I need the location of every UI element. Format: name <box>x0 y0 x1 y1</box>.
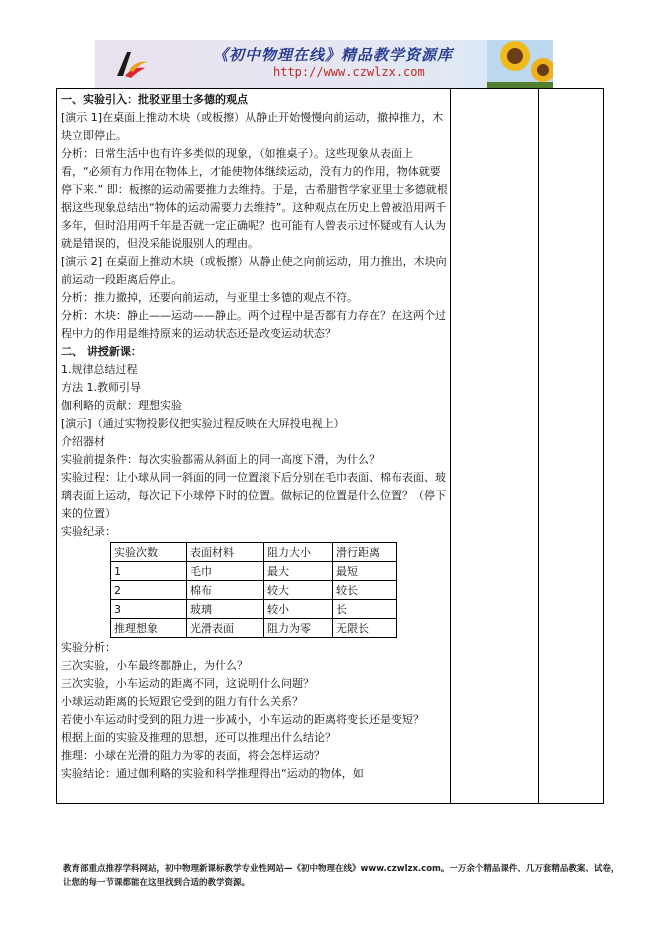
table-cell: 3 <box>111 600 187 619</box>
sunflower-image <box>487 40 553 88</box>
text-line: 实验分析： <box>61 641 116 654</box>
table-cell: 玻璃 <box>187 600 264 619</box>
text-line: 伽利略的贡献：理想实验 <box>61 399 182 412</box>
table-cell: 较大 <box>264 581 333 600</box>
table-row <box>111 562 397 581</box>
table-cell: 最短 <box>333 562 397 581</box>
demo-line: [演示]（通过实物投影仪把实验过程反映在大屏投电视上） <box>61 417 345 430</box>
question-line: 根据上面的实验及推理的思想，还可以推理出什么结论？ <box>61 731 336 744</box>
table-cell: 长 <box>333 600 397 619</box>
table-header-row <box>111 543 397 562</box>
section-heading: 二、 讲授新课： <box>61 345 142 358</box>
question-line: 若使小车运动时受到的阻力进一步减小，小车运动的距离将变长还是变短？ <box>61 713 424 726</box>
demo-1: [演示 1]在桌面上推动木块（或板擦）从静止开始慢慢向前运动，撤掉推力，木块立即停止。 <box>61 111 444 142</box>
table-cell: 最大 <box>264 562 333 581</box>
column-divider <box>538 89 539 803</box>
header-banner <box>95 40 553 88</box>
table-cell: 毛巾 <box>187 562 264 581</box>
subheading: 1.规律总结过程 <box>61 363 138 376</box>
table-header: 表面材料 <box>187 543 264 562</box>
banner-title: 《初中物理在线》精品教学资源库 <box>213 46 454 64</box>
page-footer: 教育部重点推荐学科网站，初中物理新课标教学专业性网站—《初中物理在线》www.czwlzx.com。一万余个精品课件、几万套精品教案、试卷，让您的每一节课都能在这里找到合适的教学资源。 <box>63 864 620 888</box>
table-cell: 2 <box>111 581 187 600</box>
table-cell: 1 <box>111 562 187 581</box>
question-line: 三次实验，小车最终都静止，为什么？ <box>61 659 248 672</box>
analysis-paragraph: 分析：木块：静止——运动——静止。两个过程中是否都有力存在？在这两个过程中力的作用是维持原来的运动状态还是改变运动状态？ <box>61 309 446 340</box>
text-line: 方法 1.教师引导 <box>61 381 141 394</box>
section-heading: 一、实验引入：批驳亚里士多德的观点 <box>61 93 248 106</box>
table-header: 阻力大小 <box>264 543 333 562</box>
question-line: 小球运动距离的长短跟它受到的阻力有什么关系？ <box>61 695 303 708</box>
table-cell: 较小 <box>264 600 333 619</box>
conclusion-line: 实验结论：通过伽利略的实验和科学推理得出“运动的物体，如 <box>61 767 364 780</box>
table-header: 滑行距离 <box>333 543 397 562</box>
question-line: 三次实验，小车运动的距离不同，这说明什么问题？ <box>61 677 314 690</box>
text-line: 实验纪录： <box>61 525 116 538</box>
table-cell: 棉布 <box>187 581 264 600</box>
text-line: 实验过程：让小球从同一斜面的同一位置滚下后分别在毛巾表面、棉布表面、玻璃表面上运动，每次记下小球停下时的位置。做标记的位置是什么位置？（停下来的位置） <box>61 471 446 520</box>
analysis-paragraph: 分析：推力撤掉，还要向前运动，与亚里士多德的观点不符。 <box>61 291 358 304</box>
table-row <box>111 619 397 638</box>
question-line: 推理：小球在光滑的阻力为零的表面，将会怎样运动？ <box>61 749 325 762</box>
record-table <box>110 542 397 638</box>
banner-url[interactable]: http://www.czwlzx.com <box>273 65 425 79</box>
table-cell: 光滑表面 <box>187 619 264 638</box>
table-cell: 较长 <box>333 581 397 600</box>
text-line: 介绍器材 <box>61 435 105 448</box>
table-cell: 阻力为零 <box>264 619 333 638</box>
site-logo <box>113 46 149 82</box>
table-row <box>111 581 397 600</box>
table-cell: 无限长 <box>333 619 397 638</box>
table-cell: 推理想象 <box>111 619 187 638</box>
demo-2: [演示 2] 在桌面上推动木块（或板擦）从静止使之向前运动，用力推出，木块向前运动一段距离后停止。 <box>61 255 447 286</box>
lesson-content <box>61 91 449 783</box>
table-header: 实验次数 <box>111 543 187 562</box>
table-row <box>111 600 397 619</box>
text-line: 实验前提条件：每次实验都需从斜面上的同一高度下滑，为什么？ <box>61 453 380 466</box>
analysis-paragraph: 分析：日常生活中也有许多类似的现象，（如推桌子）。这些现象从表面上看，“必须有力作用在物体上，才能使物体继续运动，没有力的作用，物体就要停下来.” 即：板擦的运动需要推力去维持。于是，古希腊哲学家亚里士多德就根据这些现象总结出“物体的运动需要力去维持”。这种观点在历史上曾被沿用两千多年，但时沿用两千年是否就一定正确呢？也可能有人曾表示过怀疑或有人认为就是错误的，但没采能说服别人的理由。 <box>61 147 448 250</box>
column-divider <box>450 89 451 803</box>
